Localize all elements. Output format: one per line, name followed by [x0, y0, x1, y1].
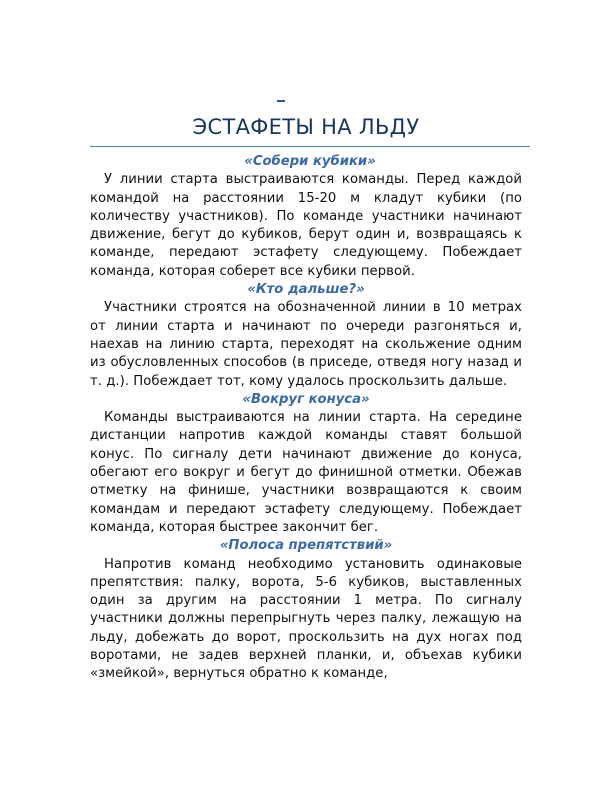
- title-divider: [90, 146, 530, 147]
- section-body-3: Команды выстраиваются на линии старта. На середине дистанции напротив каждой команды ставят большой конус. По сигналу дети начинают движение до конуса, обегают его вокруг и бегут до финишной отметки. Обежав отметку на финише, участники возвращаются к своим командам и передают эстафету следующему. Побеждает команда, которая быстрее закончит бег.: [90, 410, 522, 535]
- section-heading-text: «Собери кубики»: [244, 154, 376, 169]
- section-heading-2: «Кто дальше?»: [247, 282, 365, 298]
- section-heading-3: «Вокруг конуса»: [242, 391, 370, 407]
- decorative-mark: [277, 100, 285, 102]
- section-body-1: У линии старта выстраиваются команды. Перед каждой командой на расстоянии 15-20 м кладут кубики (по количеству участников). По команде участники начинают движение, бегут до кубиков, берут один и, возвращаясь к команде, передают эстафету следующему. Побеждает команда, которая соберет все кубики первой.: [90, 172, 522, 279]
- document-content: [90, 153, 522, 684]
- page-title: ЭСТАФЕТЫ НА ЛЬДУ: [192, 115, 420, 139]
- section-heading-1: [90, 153, 522, 171]
- section-body-4: Напротив команд необходимо установить одинаковые препятствия: палку, ворота, 5-6 кубиков, выставленных один за другим на расстоянии 1 метра. По сигналу участники должны перепрыгнуть через палку, лежащую на льду, добежать до ворот, проскользить на дух ногах под воротами, не задев верхней планки, и, объехав кубики «змейкой», вернуться обратно к команде,: [90, 556, 522, 682]
- section-heading-4: «Полоса препятствий»: [219, 538, 393, 554]
- section-body-2: Участники строятся на обозначенной линии в 10 метрах от линии старта и начинают по очереди разгоняться и, наехав на линию старта, переходят на скольжение одним из обусловленных способов (в приседе, отведя ногу назад и т. д.). Побеждает тот, кому удалось проскользить дальше.: [90, 300, 522, 389]
